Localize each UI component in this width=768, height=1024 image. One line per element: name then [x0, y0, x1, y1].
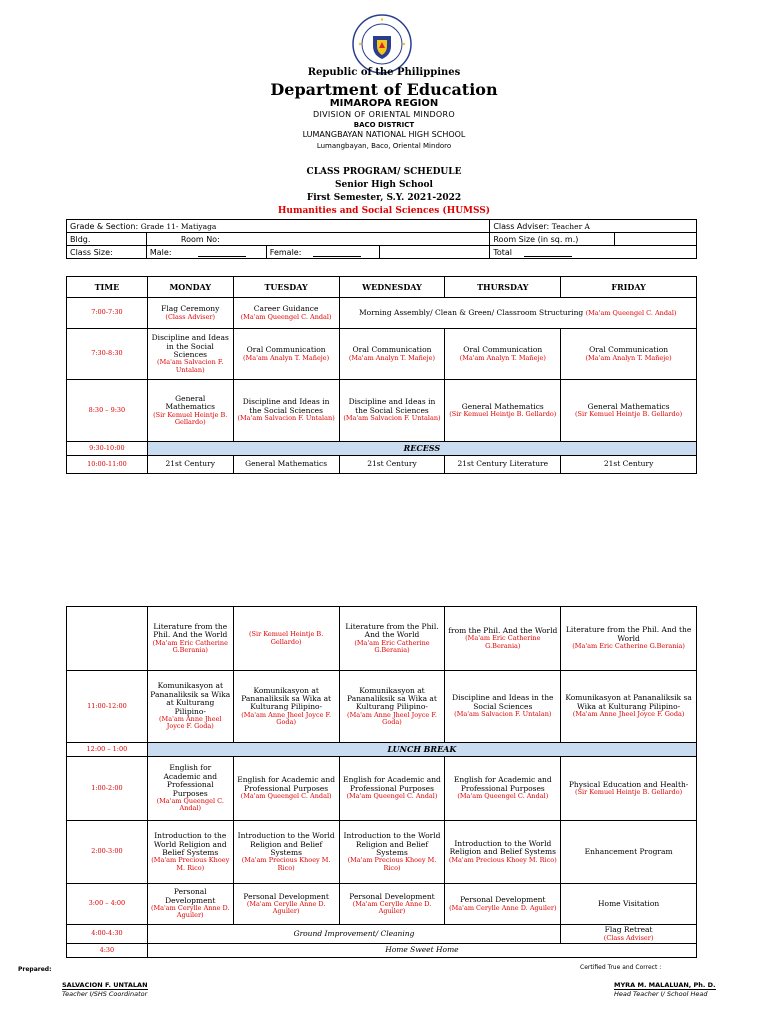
room-size-value: [615, 233, 697, 246]
table-row: [67, 329, 697, 380]
schedule-cell: General Mathematics (Sir Kemuel Heintje B. Gellardo): [445, 380, 561, 442]
schedule-cell: 21st Century: [561, 456, 697, 474]
schedule-cell: English for Academic and Professional Purposes (Ma'am Queengel C. Andal): [445, 757, 561, 821]
time-cell: 12:00 – 1:00: [67, 743, 148, 757]
schedule-cell: Home Visitation: [561, 884, 697, 925]
time-cell: 1:00-2:00: [67, 757, 148, 821]
dismissal-cell: Home Sweet Home: [147, 944, 696, 958]
schedule-cell: General Mathematics: [233, 456, 339, 474]
head-signature-block: [614, 981, 716, 998]
table-row: [67, 456, 697, 474]
schedule-table-part1: [66, 276, 697, 474]
certified-label: Certified True and Correct :: [580, 964, 662, 971]
schedule-cell: Personal Development (Ma'am Cerylle Anne D. Aguiler): [445, 884, 561, 925]
preparer-title: Teacher I/SHS Coordinator: [62, 990, 148, 999]
division-line: DIVISION OF ORIENTAL MINDORO: [312, 110, 455, 119]
schedule-cell: 21st Century Literature: [445, 456, 561, 474]
schedule-cell: Introduction to the World Religion and Belief Systems (Ma'am Precious Khoey M. Rico): [233, 821, 339, 884]
schedule-cell: Oral Communication (Ma'am Analyn T. Mañeje): [339, 329, 445, 380]
time-cell: 7:00-7:30: [67, 298, 148, 329]
schedule-cell: Enhancement Program: [561, 821, 697, 884]
lunch-row: [67, 743, 697, 757]
table-row: [67, 925, 697, 944]
schedule-cell: Oral Communication (Ma'am Analyn T. Mañeje): [233, 329, 339, 380]
schedule-cell: Personal Development (Ma'am Cerylle Anne D. Aguiler): [233, 884, 339, 925]
schedule-cell: Literature from the Phil. And the World (Ma'am Eric Catherine G.Berania): [561, 607, 697, 671]
schedule-cell: Discipline and Ideas in the Social Sciences (Ma'am Salvacion F. Untalan): [233, 380, 339, 442]
schedule-cell: (Sir Kemuel Heintje B. Gellardo): [233, 607, 339, 671]
republic-line: Republic of the Philippines: [307, 67, 461, 78]
schedule-cell: Komunikasyon at Pananaliksik sa Wika at Kulturang Pilipino- (Ma'am Anne Jheel Joyce F. Goda): [233, 671, 339, 743]
level-line: Senior High School: [335, 180, 433, 190]
header-tuesday: TUESDAY: [233, 277, 339, 298]
schedule-cell: Introduction to the World Religion and Belief Systems (Ma'am Precious Khoey M. Rico): [147, 821, 233, 884]
table-row: [67, 671, 697, 743]
schedule-cell: Oral Communication (Ma'am Analyn T. Mañeje): [445, 329, 561, 380]
time-cell: [67, 607, 148, 671]
schedule-cell: Career Guidance (Ma'am Queengel C. Andal): [233, 298, 339, 329]
schedule-cell: Discipline and Ideas in the Social Sciences (Ma'am Salvacion F. Untalan): [147, 329, 233, 380]
document-title: CLASS PROGRAM/ SCHEDULE: [306, 167, 462, 177]
schedule-cell: 21st Century: [339, 456, 445, 474]
district-line: BACO DISTRICT: [353, 121, 415, 129]
header-friday: FRIDAY: [561, 277, 697, 298]
time-cell: 4:30: [67, 944, 148, 958]
department-title: Department of Education: [270, 80, 498, 99]
schedule-cell: Flag Ceremony (Class Adviser): [147, 298, 233, 329]
head-title: Head Teacher I/ School Head: [614, 990, 708, 999]
schedule-cell: Discipline and Ideas in the Social Sciences (Ma'am Salvacion F. Untalan): [339, 380, 445, 442]
info-blank-cell: [379, 246, 490, 259]
recess-row: [67, 442, 697, 456]
schedule-cell: General Mathematics (Sir Kemuel Heintje B. Gellardo): [147, 380, 233, 442]
schedule-header-row: [67, 277, 697, 298]
time-cell: 10:00-11:00: [67, 456, 148, 474]
schedule-cell: Oral Communication (Ma'am Analyn T. Mañeje): [561, 329, 697, 380]
table-row: [67, 607, 697, 671]
schedule-cell: Introduction to the World Religion and Belief Systems (Ma'am Precious Khoey M. Rico): [339, 821, 445, 884]
header-wednesday: WEDNESDAY: [339, 277, 445, 298]
time-cell: 2:00-3:00: [67, 821, 148, 884]
preparer-signature-block: [62, 981, 148, 998]
schedule-cell: Literature from the Phil. And the World (Ma'am Eric Catherine G.Berania): [147, 607, 233, 671]
table-row: [67, 298, 697, 329]
prepared-label: Prepared:: [18, 966, 52, 973]
schedule-cell: Flag Retreat (Class Adviser): [561, 925, 697, 944]
region-line: MIMAROPA REGION: [329, 98, 439, 109]
preparer-name: SALVACION F. UNTALAN: [62, 981, 148, 989]
schedule-cell: English for Academic and Professional Purposes (Ma'am Queengel C. Andal): [147, 757, 233, 821]
strand-line: Humanities and Social Sciences (HUMSS): [277, 206, 491, 216]
lunch-band: LUNCH BREAK: [147, 743, 696, 757]
grade-section-cell: Grade & Section: Grade 11- Matiyaga: [67, 220, 490, 233]
time-cell: 11:00-12:00: [67, 671, 148, 743]
table-row: [67, 884, 697, 925]
schedule-cell: Komunikasyon at Pananaliksik sa Wika at Kulturang Pilipino- (Ma'am Anne Jheel Joyce F. Goda): [339, 671, 445, 743]
schedule-cell: Personal Development (Ma'am Cerylle Anne D. Aguiler): [339, 884, 445, 925]
school-address: Lumangbayan, Baco, Oriental Mindoro: [316, 142, 452, 150]
schedule-cell: Personal Development (Ma'am Cerylle Anne D. Aguiler): [147, 884, 233, 925]
time-cell: 8:30 – 9:30: [67, 380, 148, 442]
schedule-cell: General Mathematics (Sir Kemuel Heintje B. Gellardo): [561, 380, 697, 442]
time-cell: 4:00-4:30: [67, 925, 148, 944]
schedule-cell: Discipline and Ideas in the Social Sciences (Ma'am Salvacion F. Untalan): [445, 671, 561, 743]
male-field: Male:: [146, 246, 266, 259]
schedule-cell: Morning Assembly/ Clean & Green/ Classroom Structuring (Ma'am Queengel C. Andal): [339, 298, 696, 329]
class-adviser-cell: Class Adviser: Teacher A: [490, 220, 697, 233]
header-time: TIME: [67, 277, 148, 298]
total-field: Total: [490, 246, 697, 259]
class-size-label: Class Size:: [67, 246, 147, 259]
table-row: [67, 944, 697, 958]
recess-band: RECESS: [147, 442, 696, 456]
header-monday: MONDAY: [147, 277, 233, 298]
room-no-label: Room No:: [146, 233, 489, 246]
room-size-label: Room Size (in sq. m.): [490, 233, 615, 246]
cleaning-cell: Ground Improvement/ Cleaning: [147, 925, 560, 944]
female-field: Female:: [266, 246, 379, 259]
schedule-cell: English for Academic and Professional Purposes (Ma'am Queengel C. Andal): [233, 757, 339, 821]
schedule-cell: Komunikasyon at Pananaliksik sa Wika at Kulturang Pilipino- (Ma'am Anne Jheel Joyce F. Goda): [147, 671, 233, 743]
time-cell: 7:30-8:30: [67, 329, 148, 380]
schedule-table-part2: [66, 606, 697, 958]
table-row: [67, 821, 697, 884]
deped-seal-logo: [352, 14, 412, 74]
schedule-cell: 21st Century: [147, 456, 233, 474]
schedule-cell: Literature from the Phil. And the World (Ma'am Eric Catherine G.Berania): [339, 607, 445, 671]
schedule-cell: Physical Education and Health- (Sir Kemuel Heintje B. Gellardo): [561, 757, 697, 821]
time-cell: 9:30-10:00: [67, 442, 148, 456]
schedule-cell: Introduction to the World Religion and Belief Systems (Ma'am Precious Khoey M. Rico): [445, 821, 561, 884]
table-row: [67, 380, 697, 442]
time-cell: 3:00 – 4:00: [67, 884, 148, 925]
table-row: [67, 757, 697, 821]
schedule-cell: English for Academic and Professional Purposes (Ma'am Queengel C. Andal): [339, 757, 445, 821]
school-name: LUMANGBAYAN NATIONAL HIGH SCHOOL: [302, 130, 466, 139]
header-thursday: THURSDAY: [445, 277, 561, 298]
schedule-cell: Komunikasyon at Pananaliksik sa Wika at Kulturang Pilipino- (Ma'am Anne Jheel Joyce F. Goda): [561, 671, 697, 743]
head-name: MYRA M. MALALUAN, Ph. D.: [614, 981, 716, 989]
bldg-label: Bldg.: [67, 233, 147, 246]
semester-line: First Semester, S.Y. 2021-2022: [306, 193, 462, 203]
class-info-table: [66, 219, 697, 259]
schedule-cell: from the Phil. And the World (Ma'am Eric Catherine G.Berania): [445, 607, 561, 671]
